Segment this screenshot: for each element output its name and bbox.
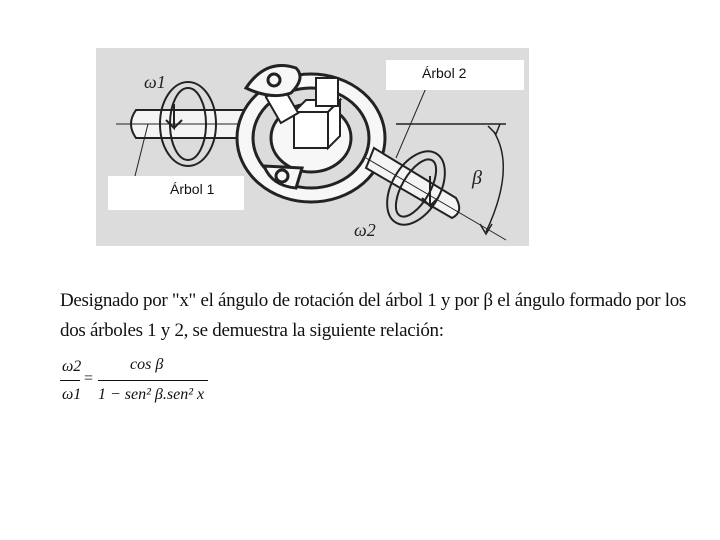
yoke-ear [246, 66, 300, 96]
description-paragraph: Designado por "x" el ángulo de rotación del árbol 1 y por β el ángulo formado por los dos árboles 1 y 2, se demuestra la siguiente relación: [60, 290, 686, 341]
shaft1-label-box [108, 176, 244, 210]
formula-rhs-fraction-bar [98, 380, 208, 381]
formula-equals: = [84, 370, 94, 387]
leader-shaft2 [396, 88, 426, 158]
beta-label: β [472, 167, 482, 189]
shaft-2 [366, 148, 506, 240]
formula-lhs-denominator: ω1 [62, 386, 82, 403]
velocity-ratio-formula [60, 356, 220, 416]
universal-joint-diagram [96, 48, 529, 246]
omega2-label: ω2 [354, 220, 376, 240]
formula-rhs-numerator: cos β [130, 356, 164, 373]
shaft2-label-box [386, 60, 524, 90]
formula-lhs-numerator: ω2 [62, 358, 82, 375]
formula-lhs-fraction-bar [60, 380, 80, 381]
omega1-label: ω1 [144, 72, 166, 92]
shaft2-label: Árbol 2 [422, 65, 467, 81]
shaft1-label: Árbol 1 [170, 181, 215, 197]
formula-rhs-denominator: 1 − sen² β.sen² x [98, 386, 205, 403]
